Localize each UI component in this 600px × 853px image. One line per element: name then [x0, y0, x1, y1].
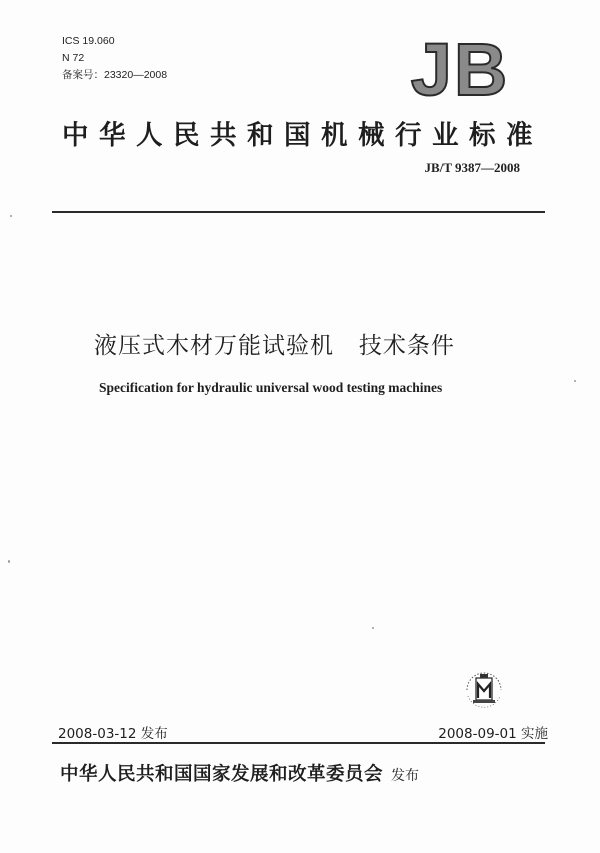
- scan-speck: [372, 627, 374, 629]
- release-date: 2008-03-12 发布: [58, 726, 168, 742]
- ccs-code: N 72: [62, 52, 85, 64]
- scan-speck: [10, 215, 12, 217]
- jb-logo: JB: [410, 28, 510, 111]
- document-title-chinese: 液压式木材万能试验机 技术条件: [94, 333, 455, 359]
- scan-speck: [8, 560, 10, 563]
- issuer-suffix: 发布: [391, 768, 420, 784]
- bottom-divider: [52, 742, 545, 744]
- top-divider: [52, 211, 545, 213]
- filing-number: 备案号：23320—2008: [62, 69, 168, 81]
- effective-date: 2008-09-01 实施: [438, 726, 548, 742]
- sector-title: 中华人民共和国机械行业标准: [62, 120, 543, 151]
- standard-number: JB/T 9387—2008: [424, 160, 520, 175]
- scan-speck: [574, 380, 576, 382]
- issuing-authority: [60, 760, 419, 786]
- ics-code: ICS 19.060: [62, 35, 115, 47]
- classification-block: [62, 33, 167, 84]
- document-title-english: Specification for hydraulic universal wood testing machines: [99, 380, 443, 395]
- issuer-name: 中华人民共和国国家发展和改革委员会: [60, 764, 384, 785]
- publisher-emblem-icon: [459, 664, 509, 714]
